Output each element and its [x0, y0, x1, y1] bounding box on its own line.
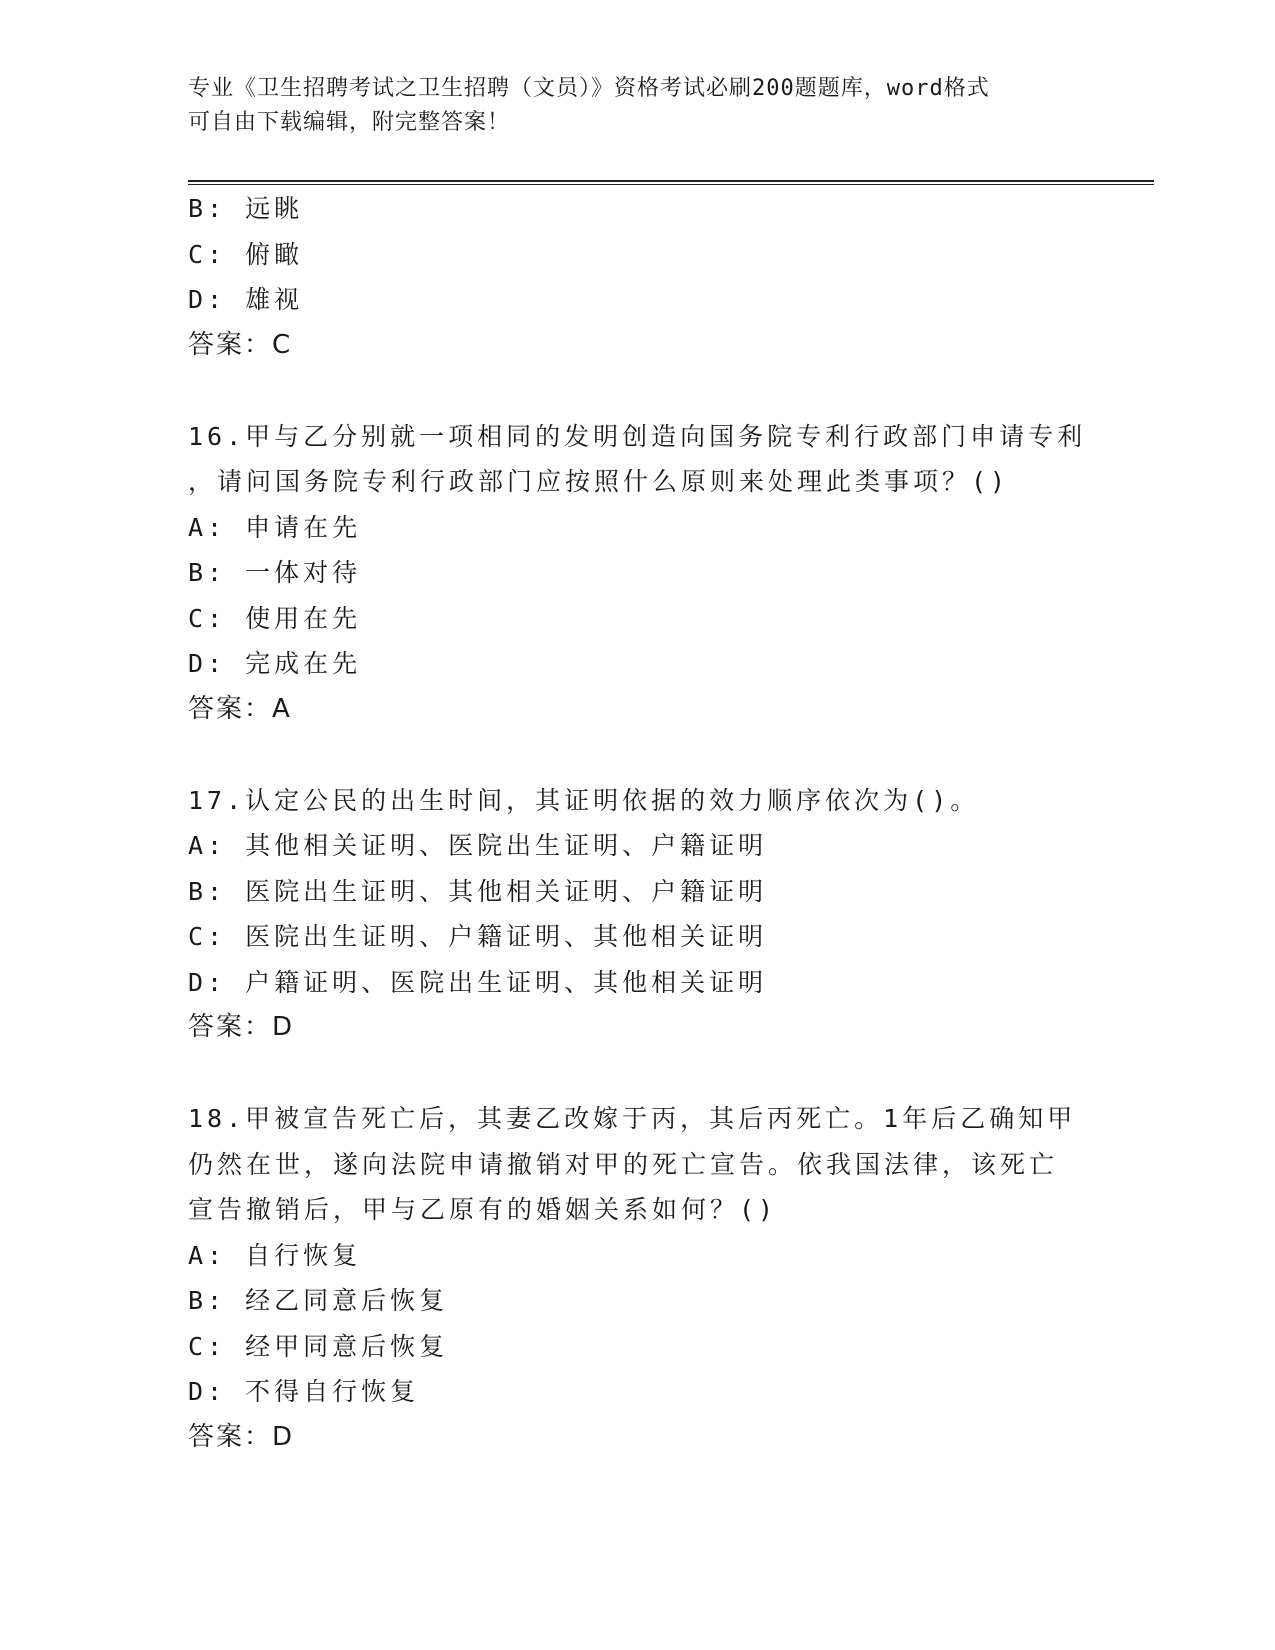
option-b: B: 一体对待 — [188, 558, 362, 587]
header-title-line-2: 可自由下载编辑，附完整答案！ — [188, 110, 511, 135]
question-18 — [188, 1096, 1088, 1460]
question-stem-line: 仍然在世，遂向法院申请撤销对甲的死亡宣告。依我国法律，该死亡 — [188, 1149, 1059, 1179]
option-d: D: 雄视 — [188, 285, 304, 314]
option-c: C: 俯瞰 — [188, 239, 304, 269]
question-16 — [188, 414, 1088, 733]
header-title-line-1: 专业《卫生招聘考试之卫生招聘（文员）》资格考试必刷200题题库，word格式 — [188, 76, 990, 101]
option-a: A: 申请在先 — [188, 512, 362, 542]
option-c: C: 使用在先 — [188, 603, 362, 633]
option-d: D: 完成在先 — [188, 649, 362, 678]
answer: 答案：D — [188, 1421, 295, 1452]
answer: 答案：C — [188, 329, 293, 360]
question-17 — [188, 778, 1088, 1051]
header-divider — [188, 180, 1154, 185]
page-header — [188, 72, 1068, 140]
option-a: A: 其他相关证明、医院出生证明、户籍证明 — [188, 831, 768, 860]
question-stem-line: 17.认定公民的出生时间，其证明依据的效力顺序依次为()。 — [188, 785, 980, 815]
option-c: C: 经甲同意后恢复 — [188, 1331, 449, 1361]
spacer — [188, 368, 1088, 414]
answer: 答案：D — [188, 1012, 295, 1042]
option-b: B: 经乙同意后恢复 — [188, 1286, 449, 1315]
option-b: B: 远眺 — [188, 194, 304, 223]
option-d: D: 不得自行恢复 — [188, 1377, 420, 1406]
option-d: D: 户籍证明、医院出生证明、其他相关证明 — [188, 967, 768, 997]
option-c: C: 医院出生证明、户籍证明、其他相关证明 — [188, 922, 768, 951]
spacer — [188, 732, 1088, 778]
question-stem-line: 18.甲被宣告死亡后，其妻乙改嫁于丙，其后丙死亡。1年后乙确知甲 — [188, 1104, 1077, 1133]
question-stem-line: 宣告撤销后，甲与乙原有的婚姻关系如何？() — [188, 1195, 778, 1224]
question-stem-line: ，请问国务院专利行政部门应按照什么原则来处理此类事项？() — [188, 467, 1010, 496]
question-15-tail — [188, 186, 1088, 368]
answer: 答案：A — [188, 693, 292, 724]
question-stem-line: 16.甲与乙分别就一项相同的发明创造向国务院专利行政部门申请专利 — [188, 421, 1087, 451]
spacer — [188, 1051, 1088, 1097]
option-b: B: 医院出生证明、其他相关证明、户籍证明 — [188, 876, 768, 906]
option-a: A: 自行恢复 — [188, 1240, 362, 1270]
question-list — [188, 186, 1088, 1460]
